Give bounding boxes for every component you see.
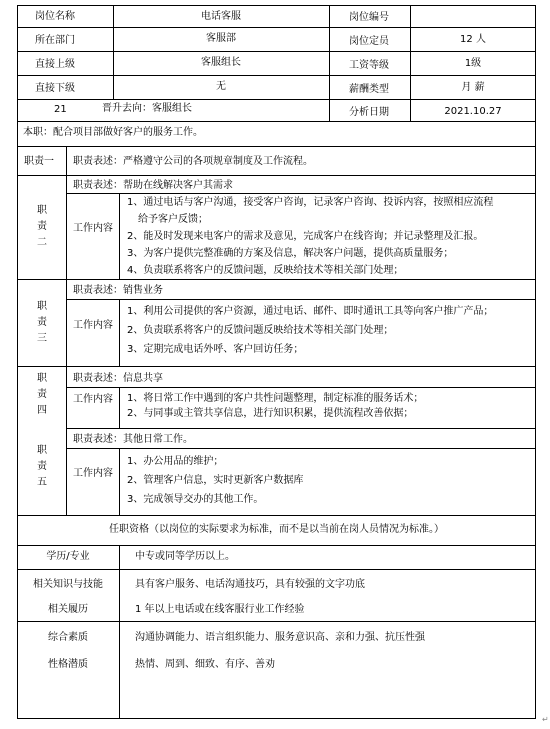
promotion-path: 晋升去向：客服组长 <box>102 103 192 114</box>
department-label: 所在部门 <box>35 35 75 46</box>
row-divider <box>17 99 536 100</box>
qualification-value: 热情、周到、细致、有序、善劝 <box>135 659 275 670</box>
col-divider <box>329 5 330 121</box>
duty-3-work-label: 工作内容 <box>73 320 113 331</box>
duty-5-item: 1、办公用品的维护； <box>127 456 224 467</box>
duty-3-desc: 职责表述：销售业务 <box>73 285 163 296</box>
department-value: 客服部 <box>206 33 236 44</box>
salary-grade-value: 1级 <box>464 58 482 69</box>
row-divider <box>17 279 536 280</box>
duty-2-item: 4、负责联系将客户的反馈问题，反映给技术等相关部门处理； <box>127 265 404 276</box>
col-divider <box>66 146 67 515</box>
salary-grade-label: 工资等级 <box>349 60 389 71</box>
row-divider <box>66 387 536 388</box>
duty-2-item: 2、能及时发现来电客户的需求及意见，完成客户在线咨询；并记录整理及汇报。 <box>127 231 484 242</box>
duty-2-work-label: 工作内容 <box>73 223 113 234</box>
col-divider <box>119 387 120 428</box>
qualification-value: 沟通协调能力、语言组织能力、服务意识高、亲和力强、抗压性强 <box>135 632 425 643</box>
row-divider <box>17 569 536 570</box>
qualification-label: 学历/专业 <box>46 551 90 562</box>
qualification-label: 相关履历 <box>48 604 88 615</box>
duty-3-name: 职责三 <box>37 301 47 344</box>
duty-1-desc: 职责表述：严格遵守公司的各项规章制度及工作流程。 <box>73 156 313 167</box>
duty-4-name: 职责四 <box>37 373 47 416</box>
direct-subordinate-value: 无 <box>216 81 226 92</box>
duty-3-item: 1、利用公司提供的客户资源，通过电话、邮件、即时通讯工具等向客户推广产品； <box>127 306 494 317</box>
duty-4-item: 1、将日常工作中遇到的客户共性问题整理，制定标准的服务话术； <box>127 393 424 404</box>
duty-2-name: 职责二 <box>37 205 47 248</box>
row-divider <box>17 51 536 52</box>
analysis-date-label: 分析日期 <box>349 107 389 118</box>
row-divider <box>66 428 536 429</box>
qualification-value: 中专或同等学历以上。 <box>135 551 235 562</box>
col-divider <box>119 299 120 366</box>
row-divider <box>66 448 536 449</box>
row-divider <box>17 27 536 28</box>
col-divider <box>119 193 120 279</box>
row-divider <box>17 621 536 622</box>
col-divider <box>119 448 120 515</box>
duty-3-item: 3、定期完成电话外呼、客户回访任务； <box>127 344 304 355</box>
duty-4-desc: 职责表述：信息共享 <box>73 373 163 384</box>
row-divider <box>66 193 536 194</box>
direct-subordinate-label: 直接下级 <box>35 83 75 94</box>
duty-2-desc: 职责表述：帮助在线解决客户其需求 <box>73 180 233 191</box>
qualification-value: 1 年以上电话或在线客服行业工作经验 <box>135 604 305 615</box>
row-divider <box>17 515 536 516</box>
col-divider <box>119 545 120 719</box>
headcount-label: 岗位定员 <box>349 36 389 47</box>
duty-5-name: 职责五 <box>37 445 47 488</box>
duty-4-item: 2、与同事或主管共享信息，进行知识积累，提供流程改善依据； <box>127 408 414 419</box>
duty-4-work-label: 工作内容 <box>73 394 113 405</box>
direct-superior-label: 直接上级 <box>35 59 75 70</box>
duty-5-work-label: 工作内容 <box>73 468 113 479</box>
duty-2-item: 1、通过电话与客户沟通，接受客户咨询，记录客户咨询、投诉内容，按照相应流程 <box>127 197 494 208</box>
qualification-label: 相关知识与技能 <box>33 579 103 590</box>
duty-2-item: 3、为客户提供完整准确的方案及信息，解决客户问题，提供高质量服务； <box>127 248 454 259</box>
row-divider <box>17 75 536 76</box>
pay-type-label: 薪酬类型 <box>349 84 389 95</box>
analysis-date-value: 2021.10.27 <box>444 106 502 117</box>
paragraph-mark-icon: ↵ <box>542 715 549 724</box>
qualification-label: 综合素质 <box>48 632 88 643</box>
headcount-value: 12 人 <box>460 34 486 45</box>
row-divider <box>17 121 536 122</box>
duty-3-item: 2、负责联系将客户的反馈问题反映给技术等相关部门处理； <box>127 325 394 336</box>
duty-5-desc: 职责表述：其他日常工作。 <box>73 434 193 445</box>
row-divider <box>17 146 536 147</box>
qualification-value: 具有客户服务、电话沟通技巧，具有较强的文字功底 <box>135 579 365 590</box>
position-name-value: 电话客服 <box>201 11 241 22</box>
position-code-label: 岗位编号 <box>349 12 389 23</box>
duty-2-item: 给予客户反馈； <box>138 214 208 225</box>
duty-5-item: 3、完成领导交办的其他工作。 <box>127 494 264 505</box>
row-divider <box>17 366 536 367</box>
row-number: 21 <box>54 104 67 115</box>
row-divider <box>66 299 536 300</box>
qualifications-title: 任职资格（以岗位的实际要求为标准，而不是以当前在岗人员情况为标准。） <box>109 524 444 535</box>
job-description-table <box>17 5 536 719</box>
row-divider <box>17 175 536 176</box>
position-name-label: 岗位名称 <box>35 11 75 22</box>
duty-5-item: 2、管理客户信息，实时更新客户数据库 <box>127 475 304 486</box>
duty-1-name: 职责一 <box>24 156 54 167</box>
direct-superior-value: 客服组长 <box>201 57 241 68</box>
row-divider <box>17 545 536 546</box>
pay-type-value: 月 薪 <box>461 82 485 93</box>
duty-summary: 本职：配合项目部做好客户的服务工作。 <box>23 127 203 138</box>
qualification-label: 性格潜质 <box>48 659 88 670</box>
